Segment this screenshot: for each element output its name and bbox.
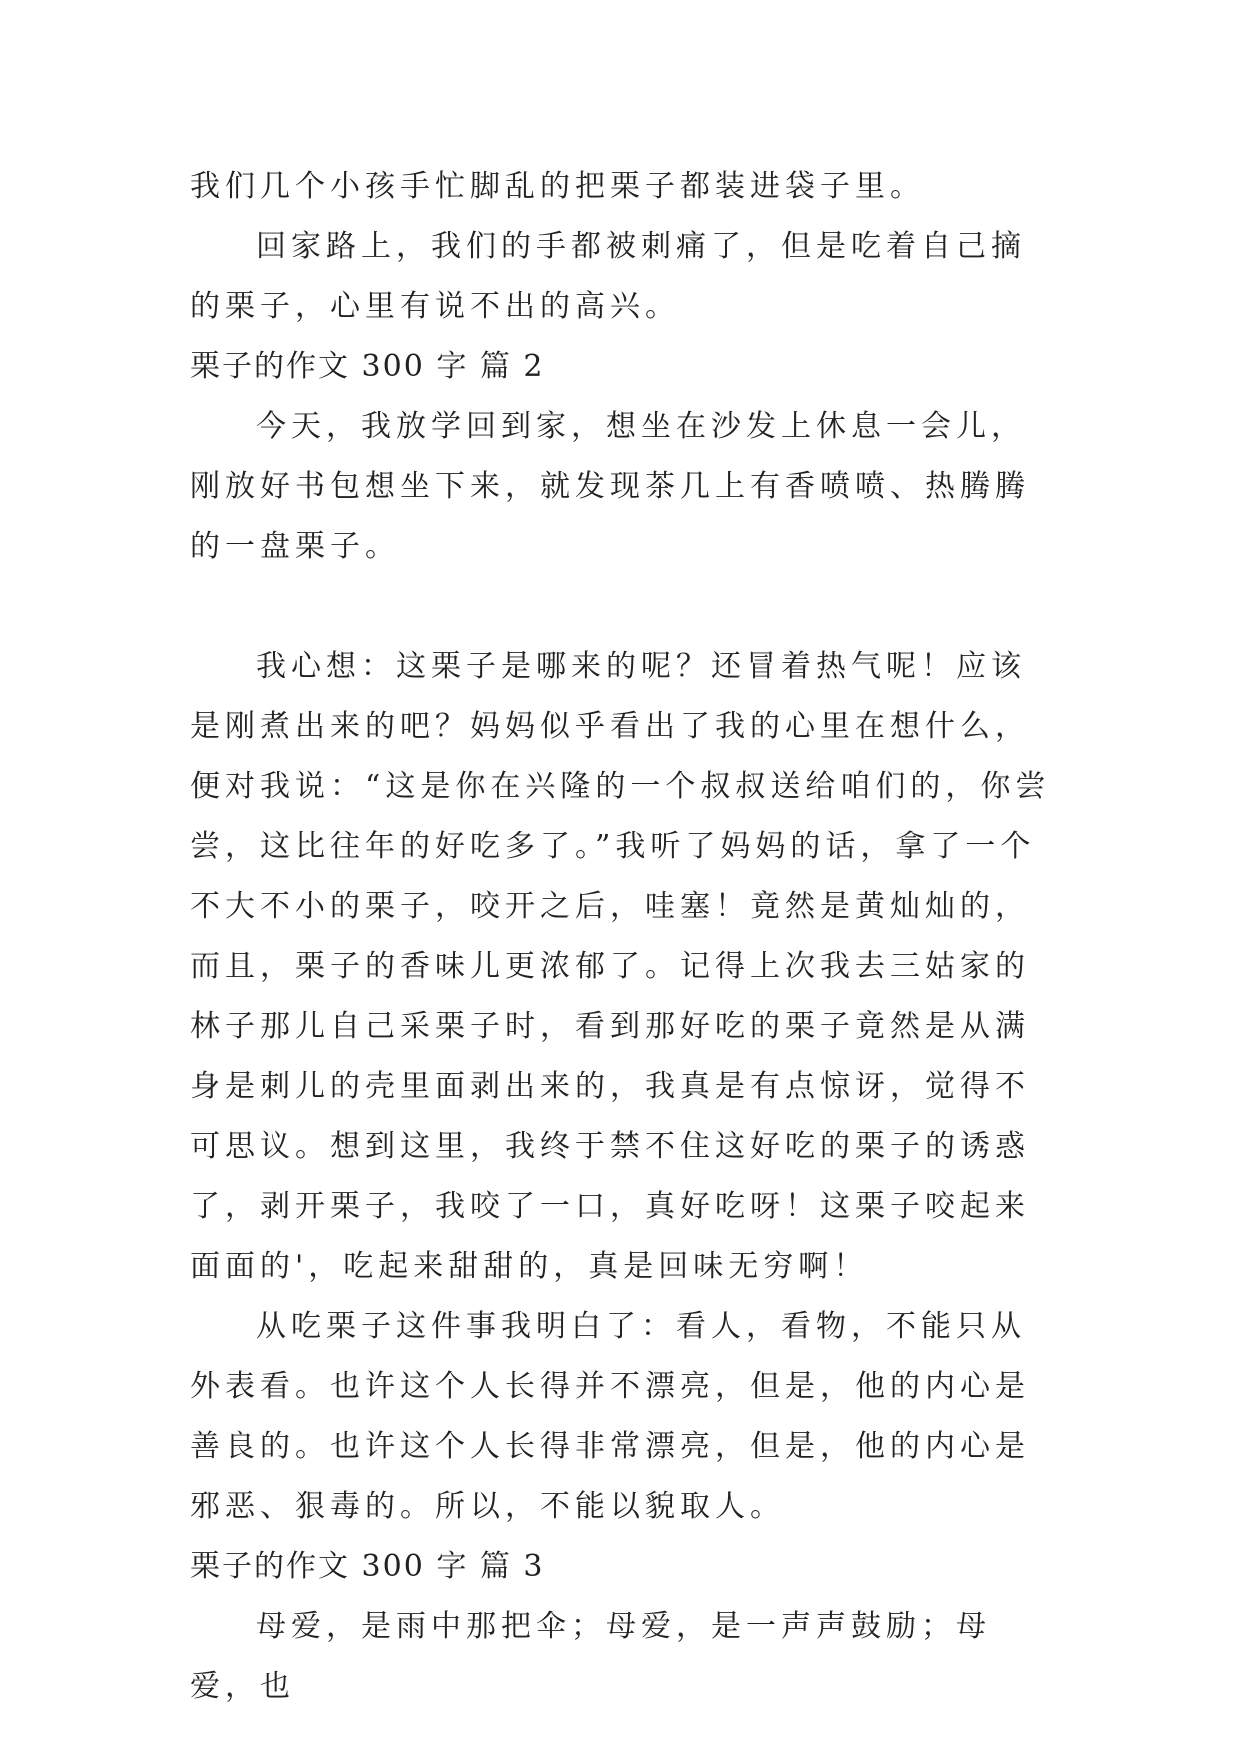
section-heading-3: 栗子的作文 300 字 篇 3	[190, 1549, 545, 1584]
section-heading-2: 栗子的作文 300 字 篇 2	[190, 349, 545, 384]
paragraph-4: 我心想：这栗子是哪来的呢？还冒着热气呢！应该是刚煮出来的吧？妈妈似乎看出了我的心里在想什么，便对我说：“这是你在兴隆的一个叔叔送给咱们的，你尝尝，这比往年的好吃多了。”我听了妈妈的话，拿了一个不大不小的栗子，咬开之后，哇塞！竟然是黄灿灿的，而且，栗子的香味儿更浓郁了。记得上次我去三姑家的林子那儿自己采栗子时，看到那好吃的栗子竟然是从满身是刺儿的壳里面剥出来的，我真是有点惊讶，觉得不可思议。想到这里，我终于禁不住这好吃的栗子的诱惑了，剥开栗子，我咬了一口，真好吃呀！这栗子咬起来面面的'，吃起来甜甜的，真是回味无穷啊！	[190, 649, 1051, 1284]
blank-line	[190, 577, 1060, 637]
paragraph-1: 我们几个小孩手忙脚乱的把栗子都装进袋子里。	[190, 169, 925, 204]
paragraph-2: 回家路上，我们的手都被刺痛了，但是吃着自己摘的栗子，心里有说不出的高兴。	[190, 229, 1026, 324]
paragraph-5: 从吃栗子这件事我明白了：看人，看物，不能只从外表看。也许这个人长得并不漂亮，但是，他的内心是善良的。也许这个人长得非常漂亮，但是，他的内心是邪恶、狠毒的。所以，不能以貌取人。	[190, 1309, 1030, 1524]
paragraph-6: 母爱，是雨中那把伞；母爱，是一声声鼓励；母爱，也	[190, 1609, 991, 1704]
paragraph-3: 今天，我放学回到家，想坐在沙发上休息一会儿，刚放好书包想坐下来，就发现茶几上有香喷喷、热腾腾的一盘栗子。	[190, 409, 1030, 564]
document-body	[190, 157, 1060, 1717]
